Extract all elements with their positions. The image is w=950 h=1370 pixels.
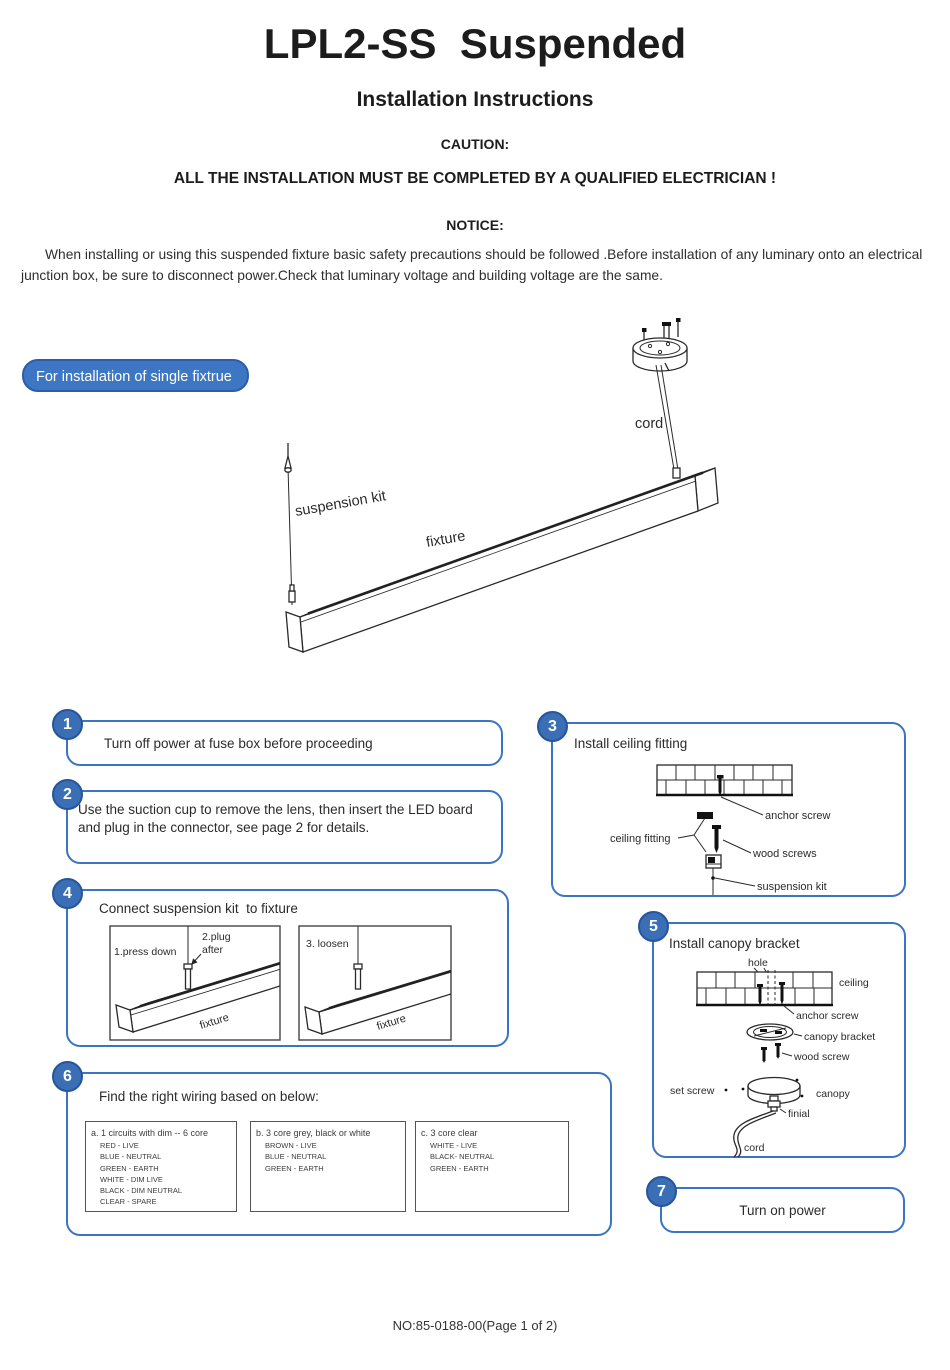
step5-wood-screw-label: wood screw bbox=[794, 1051, 850, 1063]
wiring-a-line: CLEAR - SPARE bbox=[100, 1197, 157, 1207]
step2-text: Use the suction cup to remove the lens, then insert the LED board and plug in the connector, see page 2 for details. bbox=[78, 802, 473, 835]
step4-title: Connect suspension kit to fixture bbox=[99, 901, 298, 916]
caution-text: ALL THE INSTALLATION MUST BE COMPLETED BY A QUALIFIED ELECTRICIAN ! bbox=[173, 170, 777, 187]
step2-box bbox=[63, 785, 503, 864]
step5-anchor-screw-label: anchor screw bbox=[796, 1010, 859, 1022]
wiring-c-line: GREEN - EARTH bbox=[430, 1163, 489, 1173]
fitting-bottom-piece bbox=[706, 855, 721, 868]
wiring-b-line: BLUE - NEUTRAL bbox=[265, 1152, 327, 1162]
overview-cord-label: cord bbox=[635, 416, 664, 432]
step5-set-screw-label: set screw bbox=[670, 1085, 715, 1097]
step3-number-badge: 3 bbox=[537, 711, 568, 742]
wiring-c-line: BLACK- NEUTRAL bbox=[430, 1152, 495, 1162]
wiring-c-line: WHITE - LIVE bbox=[430, 1141, 478, 1150]
step5-canopy-label: canopy bbox=[816, 1088, 850, 1100]
canopy-bracket-shape bbox=[747, 1024, 793, 1040]
step1-number-badge: 1 bbox=[52, 709, 83, 740]
plug-arrow bbox=[192, 954, 201, 964]
step5-ceiling-label: ceiling bbox=[839, 977, 869, 989]
step7-box bbox=[657, 1182, 905, 1233]
wiring-c-heading: c. 3 core clear bbox=[421, 1128, 478, 1138]
left-stud bbox=[184, 964, 192, 989]
wiring-option-c bbox=[415, 1121, 569, 1212]
step5-box bbox=[649, 917, 906, 1158]
ceiling-canopy bbox=[633, 338, 687, 371]
step4-box bbox=[63, 884, 509, 1047]
step6-box bbox=[63, 1067, 612, 1236]
wiring-a-line: BLACK - DIM NEUTRAL bbox=[100, 1186, 183, 1195]
step4-diagram bbox=[106, 924, 458, 1044]
step5-canopy-bracket-label: canopy bracket bbox=[804, 1031, 876, 1043]
wiring-a-heading: a. 1 circuits with dim -- 6 core bbox=[91, 1128, 209, 1138]
suspension-kit-wire bbox=[285, 443, 295, 605]
right-stud bbox=[354, 964, 362, 989]
step3-suspension-kit-label: suspension kit bbox=[757, 881, 827, 893]
step5-hole-label: hole bbox=[748, 957, 768, 969]
caution-heading: CAUTION: bbox=[440, 136, 510, 152]
wood-screw-shape bbox=[712, 825, 721, 853]
page-footer: NO:85-0188-00(Page 1 of 2) bbox=[392, 1318, 558, 1333]
step3-diagram bbox=[553, 752, 908, 897]
step4-fixture-label-left: fixture bbox=[198, 1011, 231, 1032]
step7-text: Turn on power bbox=[739, 1202, 826, 1218]
page-subtitle: Installation Instructions bbox=[356, 88, 594, 111]
step7-number-badge: 7 bbox=[646, 1176, 677, 1207]
step3-ceiling-fitting-label: ceiling fitting bbox=[610, 833, 671, 845]
wire-stop-dot bbox=[711, 876, 715, 880]
step6-title: Find the right wiring based on below: bbox=[99, 1089, 319, 1104]
wiring-option-b bbox=[250, 1121, 406, 1212]
step1-box bbox=[63, 715, 503, 766]
step3-anchor-screw-label: anchor screw bbox=[765, 810, 831, 822]
step6-number-badge: 6 bbox=[52, 1061, 83, 1092]
ceiling-bricks bbox=[696, 970, 833, 1005]
step4-plug-label-line1: 2.plug bbox=[202, 931, 231, 943]
ceiling-bricks bbox=[656, 765, 793, 795]
step3-box bbox=[548, 717, 906, 897]
step4-number-badge: 4 bbox=[52, 878, 83, 909]
step5-diagram bbox=[654, 955, 908, 1157]
step1-text: Turn off power at fuse box before proceeding bbox=[104, 735, 373, 751]
page-title: LPL2-SS Suspended bbox=[263, 20, 687, 67]
fitting-top-piece bbox=[697, 812, 713, 819]
step4-loosen-label: 3. loosen bbox=[306, 938, 349, 950]
wiring-a-line: WHITE - DIM LIVE bbox=[100, 1174, 163, 1184]
wiring-a-line: GREEN - EARTH bbox=[100, 1163, 159, 1173]
step4-fixture-label-right: fixture bbox=[375, 1012, 408, 1033]
wiring-b-line: BROWN - LIVE bbox=[265, 1141, 317, 1150]
step5-cord-label: cord bbox=[744, 1142, 765, 1154]
wood-screws bbox=[761, 1043, 781, 1063]
step5-finial-label: finial bbox=[788, 1108, 810, 1120]
step4-plug-label-line2: after bbox=[202, 944, 224, 956]
notice-text: When installing or using this suspended fixture basic safety precautions should be followed .Before installation of any luminary onto an electrical junction box, be sure to disconnect power.Check that luminary voltage and building voltage are the same. bbox=[21, 247, 923, 283]
step3-wood-screws-label: wood screws bbox=[753, 848, 817, 860]
step5-title: Install canopy bracket bbox=[669, 936, 800, 951]
step4-press-down-label: 1.press down bbox=[114, 946, 177, 958]
wiring-b-line: GREEN - EARTH bbox=[265, 1163, 324, 1173]
step3-title: Install ceiling fitting bbox=[574, 736, 688, 751]
single-fixture-badge bbox=[22, 359, 249, 392]
step2-number-badge: 2 bbox=[52, 779, 83, 810]
wiring-b-heading: b. 3 core grey, black or white bbox=[256, 1128, 371, 1138]
overview-suspension-kit-label: suspension kit bbox=[293, 488, 388, 520]
overview-fixture-diagram bbox=[245, 315, 725, 675]
single-fixture-badge-label: For installation of single fixtrue bbox=[36, 368, 232, 385]
wiring-option-a bbox=[85, 1121, 237, 1212]
wiring-a-line: RED - LIVE bbox=[100, 1141, 139, 1150]
notice-heading: NOTICE: bbox=[446, 217, 504, 233]
overview-fixture-label: fixture bbox=[424, 528, 467, 551]
step5-number-badge: 5 bbox=[638, 911, 669, 942]
finial-shape bbox=[768, 1096, 780, 1111]
wiring-a-line: BLUE - NEUTRAL bbox=[100, 1152, 162, 1162]
